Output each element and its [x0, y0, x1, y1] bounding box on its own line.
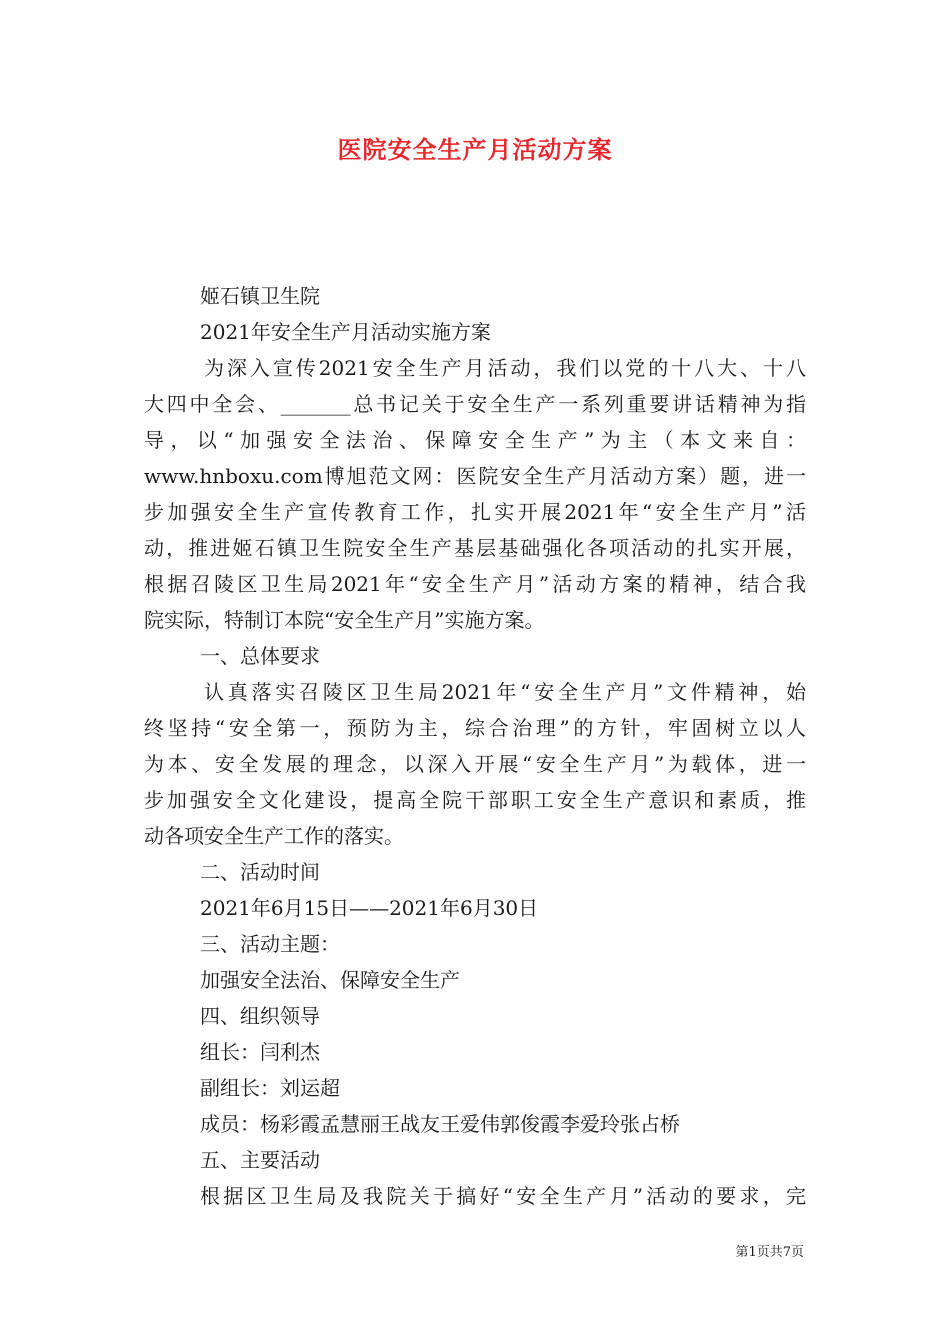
body-line: 为深入宣传2021安全生产月活动，我们以党的十八大、十八	[204, 356, 806, 380]
body-line: 二、活动时间	[200, 860, 320, 884]
body-line: 终坚持“安全第一，预防为主，综合治理”的方针，牢固树立以人	[144, 716, 806, 740]
body-line: 成员：杨彩霞孟慧丽王战友王爱伟郭俊霞李爱玲张占桥	[200, 1112, 680, 1136]
body-line: 2021年6月15日——2021年6月30日	[200, 896, 539, 920]
body-line: 2021年安全生产月活动实施方案	[200, 320, 491, 344]
body-line: 加强安全法治、保障安全生产	[200, 968, 460, 992]
document-title: 医院安全生产月活动方案	[337, 135, 613, 164]
body-line: 步加强安全文化建设，提高全院干部职工安全生产意识和素质，推	[144, 788, 806, 812]
body-line: 四、组织领导	[200, 1004, 320, 1028]
body-line: 三、活动主题：	[200, 932, 340, 956]
body-line: 根据区卫生局及我院关于搞好“安全生产月”活动的要求，完	[200, 1184, 806, 1208]
body-line: 根据召陵区卫生局2021年“安全生产月”活动方案的精神，结合我	[144, 572, 806, 596]
body-line: www.hnboxu.com博旭范文网：医院安全生产月活动方案）题，进一	[144, 464, 806, 488]
body-line: 一、总体要求	[200, 644, 320, 668]
page-number: 第1页共7页	[735, 1245, 804, 1260]
body-line: 五、主要活动	[200, 1148, 320, 1172]
body-line: 副组长：刘运超	[200, 1076, 340, 1100]
body-line: 为本、安全发展的理念，以深入开展“安全生产月”为载体，进一	[144, 752, 806, 776]
body-line: 姬石镇卫生院	[200, 284, 320, 308]
body-line: 动各项安全生产工作的落实。	[144, 824, 404, 848]
document-body	[144, 278, 806, 1214]
body-line: 导，以“加强安全法治、保障安全生产”为主（本文来自：	[144, 428, 806, 452]
body-line: 大四中全会、_______总书记关于安全生产一系列重要讲话精神为指	[144, 392, 806, 416]
body-line: 动，推进姬石镇卫生院安全生产基层基础强化各项活动的扎实开展，	[144, 536, 806, 560]
body-line: 步加强安全生产宣传教育工作，扎实开展2021年“安全生产月”活	[144, 500, 806, 524]
body-line: 认真落实召陵区卫生局2021年“安全生产月”文件精神，始	[204, 680, 806, 704]
body-line: 组长：闫利杰	[200, 1040, 320, 1064]
body-line: 院实际，特制订本院“安全生产月”实施方案。	[144, 608, 545, 632]
